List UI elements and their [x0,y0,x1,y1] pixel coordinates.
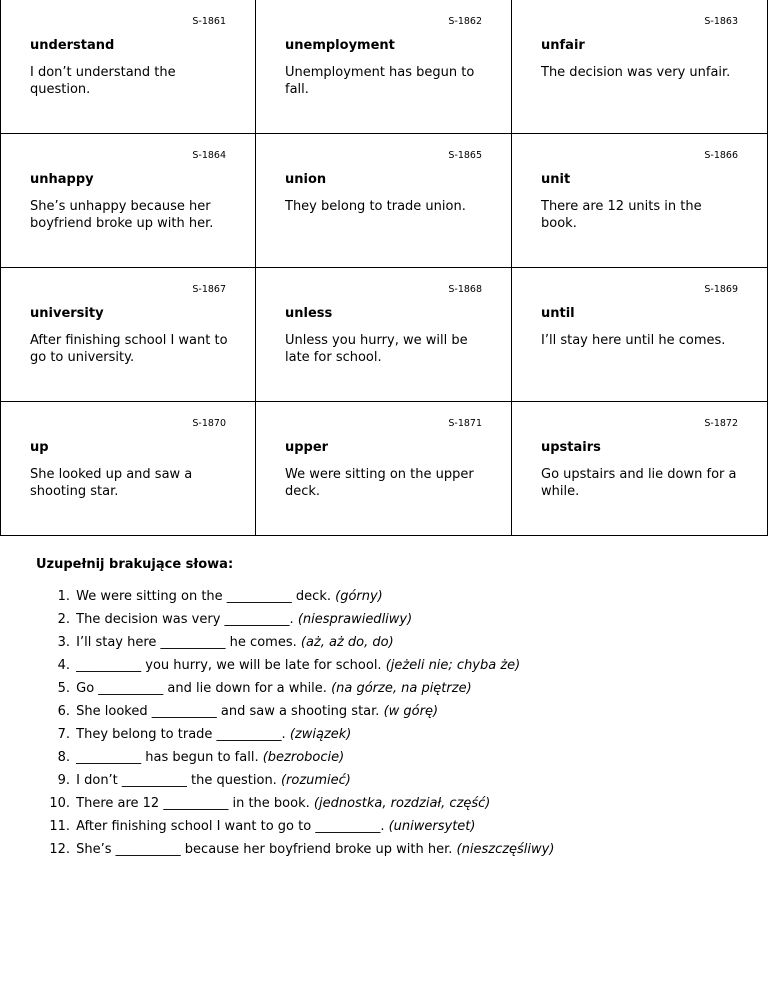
exercise-item [0,726,554,749]
card-code: S-1861 [192,16,226,27]
exercise-title: Uzupełnij brakujące słowa: [36,557,234,572]
item-text: She’s __________ because her boyfriend broke up with her. [76,842,453,857]
card-code: S-1868 [448,284,482,295]
card-word: union [285,172,327,187]
card-word: up [30,440,49,455]
card-word: university [30,306,104,321]
item-hint: (związek) [289,727,352,742]
item-text: After finishing school I want to go to __________. [76,819,385,834]
card-sentence: She looked up and saw a shooting star. [30,467,193,499]
flashcard [512,0,768,134]
item-number: 6. [57,704,70,719]
item-hint: (na górze, na piętrze) [331,681,472,696]
item-number: 12. [49,842,70,857]
item-hint: (w górę) [383,704,439,719]
exercise-item [0,611,554,634]
exercise-item [0,818,554,841]
flashcard [256,0,512,134]
item-hint: (bezrobocie) [262,750,345,765]
card-word: until [541,306,575,321]
item-text: We were sitting on the __________ deck. [76,589,331,604]
card-sentence: She’s unhappy because her boyfriend broke up with her. [30,199,214,231]
item-hint: (aż, aż do, do) [300,635,394,650]
card-sentence: There are 12 units in the book. [541,199,702,231]
item-number: 4. [57,658,70,673]
exercise-item [0,703,554,726]
card-code: S-1863 [704,16,738,27]
card-word: understand [30,38,115,53]
item-number: 11. [49,819,70,834]
item-number: 9. [57,773,70,788]
flashcard [512,268,768,402]
exercise-item [0,657,554,680]
card-code: S-1862 [448,16,482,27]
item-hint: (rozumieć) [280,773,351,788]
flashcard [0,134,256,268]
flashcard [512,402,768,536]
flashcard [0,268,256,402]
item-number: 10. [49,796,70,811]
flashcard [256,268,512,402]
item-text: I don’t __________ the question. [76,773,277,788]
card-code: S-1867 [192,284,226,295]
exercise-item [0,841,554,864]
item-hint: (nieszczęśliwy) [456,842,555,857]
card-word: upper [285,440,329,455]
card-sentence: They belong to trade union. [285,199,466,214]
card-sentence: Unless you hurry, we will be late for school. [285,333,468,365]
card-code: S-1864 [192,150,226,161]
card-sentence: Go upstairs and lie down for a while. [541,467,737,499]
item-number: 2. [57,612,70,627]
card-word: unfair [541,38,585,53]
item-text: They belong to trade __________. [76,727,286,742]
item-hint: (uniwersytet) [388,819,476,834]
flashcard [0,0,256,134]
flashcard [512,134,768,268]
item-text: I’ll stay here __________ he comes. [76,635,297,650]
card-sentence: Unemployment has begun to fall. [285,65,475,97]
exercise-item [0,772,554,795]
item-hint: (jednostka, rozdział, część) [313,796,491,811]
card-sentence: I’ll stay here until he comes. [541,333,726,348]
flashcard [256,134,512,268]
item-hint: (niesprawiedliwy) [297,612,413,627]
card-sentence: I don’t understand the question. [30,65,176,97]
card-code: S-1869 [704,284,738,295]
card-code: S-1872 [704,418,738,429]
card-code: S-1865 [448,150,482,161]
item-text: Go __________ and lie down for a while. [76,681,327,696]
exercise-list [0,588,554,864]
card-word: upstairs [541,440,601,455]
card-sentence: After finishing school I want to go to university. [30,333,228,365]
flashcard [256,402,512,536]
exercise-item [0,795,554,818]
exercise-item [0,749,554,772]
card-word: unhappy [30,172,94,187]
exercise-item [0,588,554,611]
card-code: S-1871 [448,418,482,429]
item-number: 5. [57,681,70,696]
item-number: 3. [57,635,70,650]
exercise-item [0,680,554,703]
item-number: 8. [57,750,70,765]
card-sentence: The decision was very unfair. [541,65,731,80]
card-code: S-1870 [192,418,226,429]
card-sentence: We were sitting on the upper deck. [285,467,474,499]
item-hint: (górny) [335,589,383,604]
exercise-item [0,634,554,657]
card-word: unless [285,306,333,321]
item-text: She looked __________ and saw a shooting star. [76,704,380,719]
card-word: unemployment [285,38,395,53]
card-code: S-1866 [704,150,738,161]
item-number: 1. [57,589,70,604]
card-word: unit [541,172,571,187]
item-number: 7. [57,727,70,742]
flashcard [0,402,256,536]
item-text: __________ you hurry, we will be late for school. [76,658,382,673]
item-text: The decision was very __________. [76,612,294,627]
item-text: There are 12 __________ in the book. [76,796,310,811]
item-hint: (jeżeli nie; chyba że) [385,658,521,673]
item-text: __________ has begun to fall. [76,750,259,765]
